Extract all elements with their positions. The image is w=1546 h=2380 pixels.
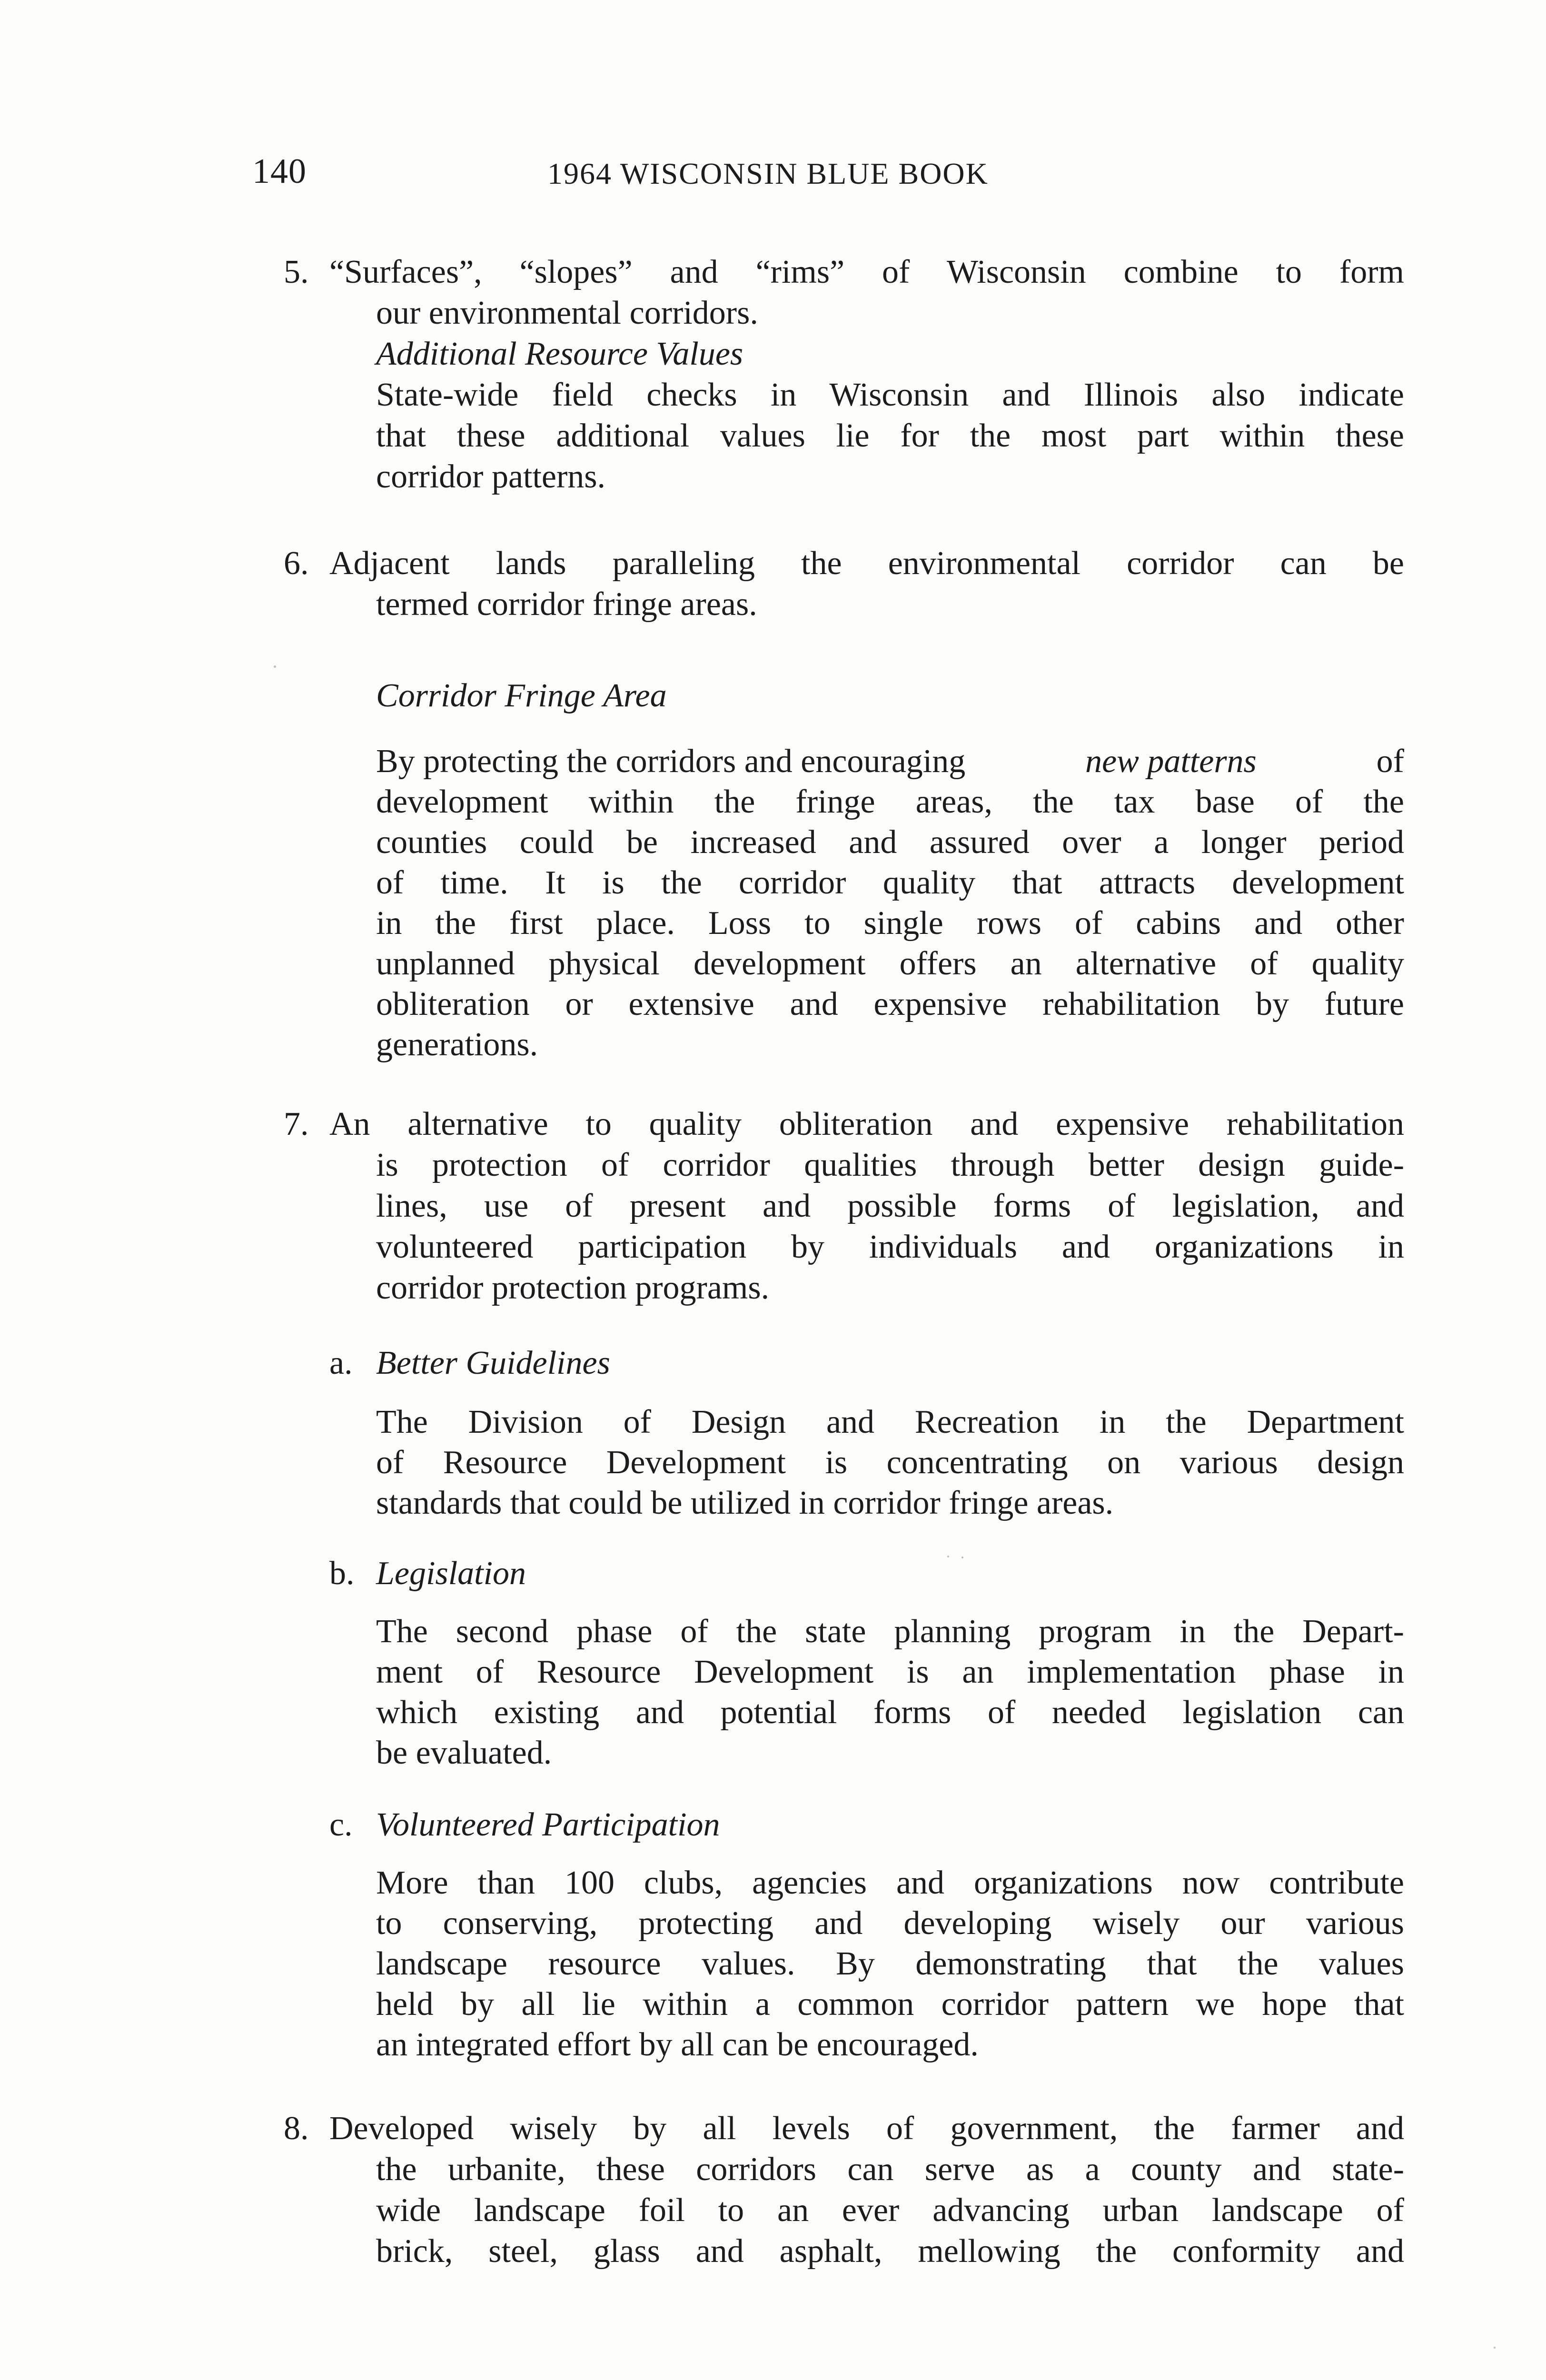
- scan-speck: [947, 1556, 949, 1557]
- body-line: standards that could be utilized in corridor fringe areas.: [376, 1485, 1114, 1521]
- body-line: More than 100 clubs, agencies and organizations now contribute: [376, 1864, 1404, 1901]
- item-text-line: our environmental corridors.: [376, 295, 758, 331]
- item-text-line: lines, use of present and possible forms of legislation, and: [376, 1188, 1404, 1224]
- item-text-line: brick, steel, glass and asphalt, mellowing the conformity and: [376, 2233, 1404, 2270]
- scan-speck: [1494, 2347, 1496, 2349]
- body-line: of time. It is the corridor quality that attracts development: [376, 864, 1404, 901]
- item-number: 6.: [284, 545, 309, 582]
- subitem-letter: c.: [329, 1806, 353, 1843]
- subitem-letter: a.: [329, 1345, 353, 1381]
- body-line: which existing and potential forms of needed legislation can: [376, 1694, 1404, 1731]
- page-number: 140: [252, 152, 307, 191]
- item-number: 5.: [284, 254, 309, 290]
- subitem-heading: Legislation: [376, 1555, 526, 1592]
- body-line: obliteration or extensive and expensive rehabilitation by future: [376, 986, 1404, 1022]
- body-line: generations.: [376, 1026, 538, 1063]
- running-head: 1964 WISCONSIN BLUE BOOK: [547, 157, 989, 190]
- body-line: held by all lie within a common corridor pattern we hope that: [376, 1986, 1404, 2023]
- body-line: in the first place. Loss to single rows of cabins and other: [376, 905, 1404, 942]
- body-line: landscape resource values. By demonstrating that the values: [376, 1945, 1404, 1982]
- item-text-line: Adjacent lands paralleling the environmental corridor can be: [329, 545, 1404, 582]
- subitem-letter: b.: [329, 1555, 355, 1592]
- item-text-line: Developed wisely by all levels of government, the farmer and: [329, 2110, 1404, 2147]
- item-number: 8.: [284, 2110, 309, 2147]
- body-line: development within the fringe areas, the tax base of the: [376, 783, 1404, 820]
- scan-speck: [961, 1557, 963, 1558]
- item-text-line: An alternative to quality obliteration and expensive rehabilitation: [329, 1106, 1404, 1142]
- body-line: unplanned physical development offers an alternative of quality: [376, 945, 1404, 982]
- body-line: State-wide field checks in Wisconsin and Illinois also indicate: [376, 377, 1404, 413]
- subheading: Additional Resource Values: [376, 336, 743, 372]
- item-text-line: volunteered participation by individuals and organizations in: [376, 1229, 1404, 1265]
- subitem-heading: Better Guidelines: [376, 1345, 610, 1381]
- item-text-line: termed corridor fringe areas.: [376, 586, 757, 623]
- body-fragment: of: [1376, 743, 1404, 780]
- body-line: counties could be increased and assured over a longer period: [376, 824, 1404, 861]
- body-line: The Division of Design and Recreation in the Department: [376, 1404, 1404, 1440]
- emphasis-text: new patterns: [1085, 743, 1257, 780]
- body-line: ment of Resource Development is an implementation phase in: [376, 1654, 1404, 1690]
- item-text-line: wide landscape foil to an ever advancing urban landscape of: [376, 2192, 1404, 2229]
- scan-speck: [274, 665, 276, 668]
- item-text-line: the urbanite, these corridors can serve as a county and state-: [376, 2151, 1404, 2188]
- body-line: be evaluated.: [376, 1735, 552, 1771]
- subitem-heading: Volunteered Participation: [376, 1806, 720, 1843]
- body-line: that these additional values lie for the most part within these: [376, 417, 1404, 454]
- item-text-line: “Surfaces”, “slopes” and “rims” of Wisconsin combine to form: [329, 254, 1404, 290]
- body-line: The second phase of the state planning program in the Depart-: [376, 1613, 1404, 1650]
- item-text-line: corridor protection programs.: [376, 1269, 770, 1306]
- body-fragment: By protecting the corridors and encouraging: [376, 743, 966, 780]
- body-line: an integrated effort by all can be encouraged.: [376, 2026, 979, 2063]
- body-line: corridor patterns.: [376, 458, 606, 495]
- body-line: to conserving, protecting and developing wisely our various: [376, 1905, 1404, 1942]
- subheading: Corridor Fringe Area: [376, 677, 667, 714]
- body-line: [376, 741, 1404, 783]
- body-line: of Resource Development is concentrating on various design: [376, 1444, 1404, 1481]
- item-number: 7.: [284, 1106, 309, 1142]
- page-header: [252, 151, 1404, 194]
- item-text-line: is protection of corridor qualities through better design guide-: [376, 1147, 1404, 1183]
